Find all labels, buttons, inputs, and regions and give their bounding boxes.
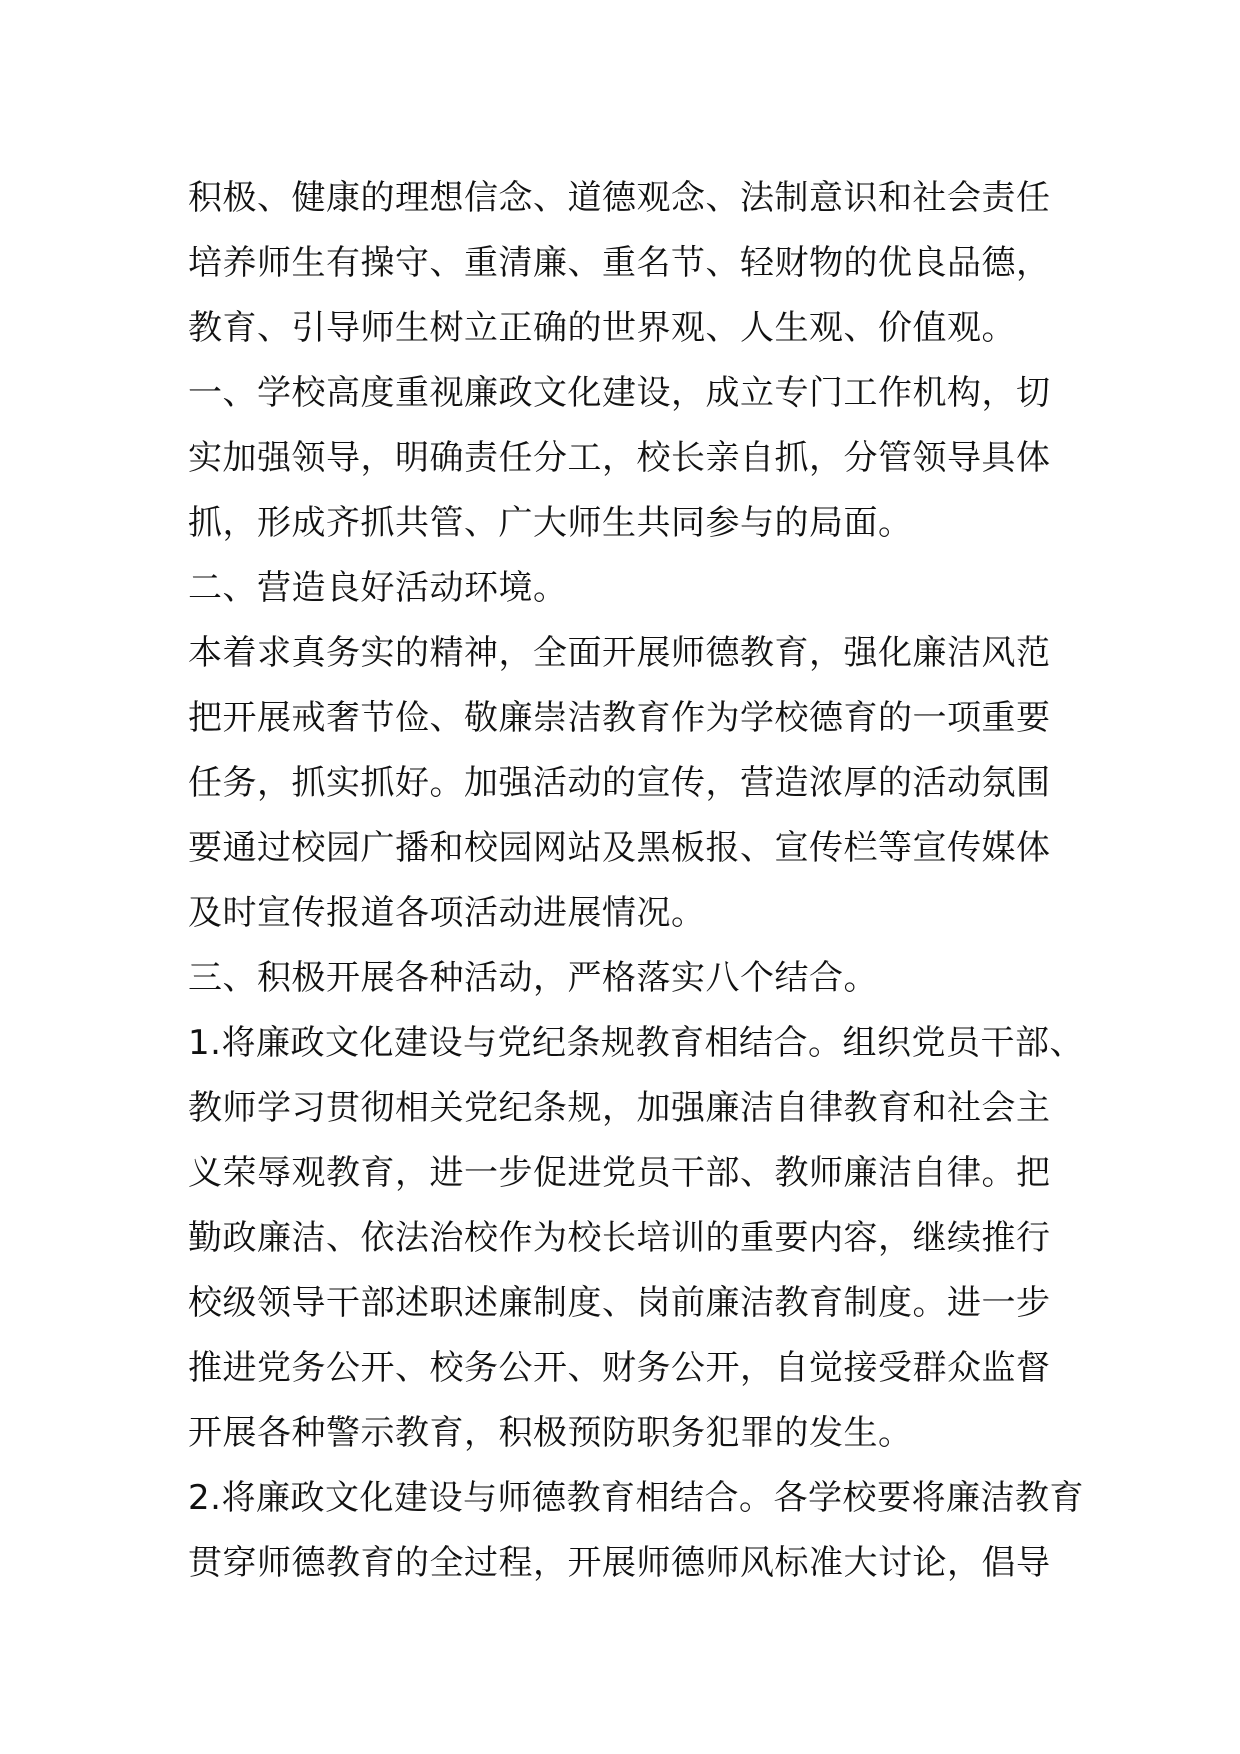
- text-line: 培养师生有操守、重清廉、重名节、轻财物的优良品德，: [188, 243, 1051, 283]
- text-line: 贯穿师德教育的全过程，开展师德师风标准大讨论，倡导: [188, 1543, 1051, 1583]
- text-line: 勤政廉洁、依法治校作为校长培训的重要内容，继续推行: [188, 1218, 1051, 1258]
- text-line: 任务，抓实抓好。加强活动的宣传，营造浓厚的活动氛围: [188, 763, 1051, 803]
- text-line: 校级领导干部述职述廉制度、岗前廉洁教育制度。进一步: [188, 1283, 1051, 1323]
- text-line: 2.将廉政文化建设与师德教育相结合。各学校要将廉洁教育: [188, 1478, 1084, 1518]
- text-line: 积极、健康的理想信念、道德观念、法制意识和社会责任: [188, 178, 1051, 218]
- text-line: 1.将廉政文化建设与党纪条规教育相结合。组织党员干部、: [188, 1023, 1084, 1063]
- text-line: 推进党务公开、校务公开、财务公开，自觉接受群众监督: [188, 1348, 1051, 1388]
- text-line: 把开展戒奢节俭、敬廉崇洁教育作为学校德育的一项重要: [188, 698, 1051, 738]
- text-line: 要通过校园广播和校园网站及黑板报、宣传栏等宣传媒体: [188, 828, 1051, 868]
- text-line: 本着求真务实的精神，全面开展师德教育，强化廉洁风范: [188, 633, 1051, 673]
- text-line: 抓，形成齐抓共管、广大师生共同参与的局面。: [188, 503, 913, 543]
- text-line: 开展各种警示教育，积极预防职务犯罪的发生。: [188, 1413, 913, 1453]
- text-line: 二、营造良好活动环境。: [188, 568, 568, 608]
- text-line: 教师学习贯彻相关党纪条规，加强廉洁自律教育和社会主: [188, 1088, 1051, 1128]
- text-line: 一、学校高度重视廉政文化建设，成立专门工作机构，切: [188, 373, 1051, 413]
- text-line: 义荣辱观教育，进一步促进党员干部、教师廉洁自律。把: [188, 1153, 1051, 1193]
- text-line: 及时宣传报道各项活动进展情况。: [188, 893, 706, 933]
- text-line: 实加强领导，明确责任分工，校长亲自抓，分管领导具体: [188, 438, 1051, 478]
- document-body: [188, 166, 1084, 1596]
- text-line: 教育、引导师生树立正确的世界观、人生观、价值观。: [188, 308, 1016, 348]
- text-line: 三、积极开展各种活动，严格落实八个结合。: [188, 958, 878, 998]
